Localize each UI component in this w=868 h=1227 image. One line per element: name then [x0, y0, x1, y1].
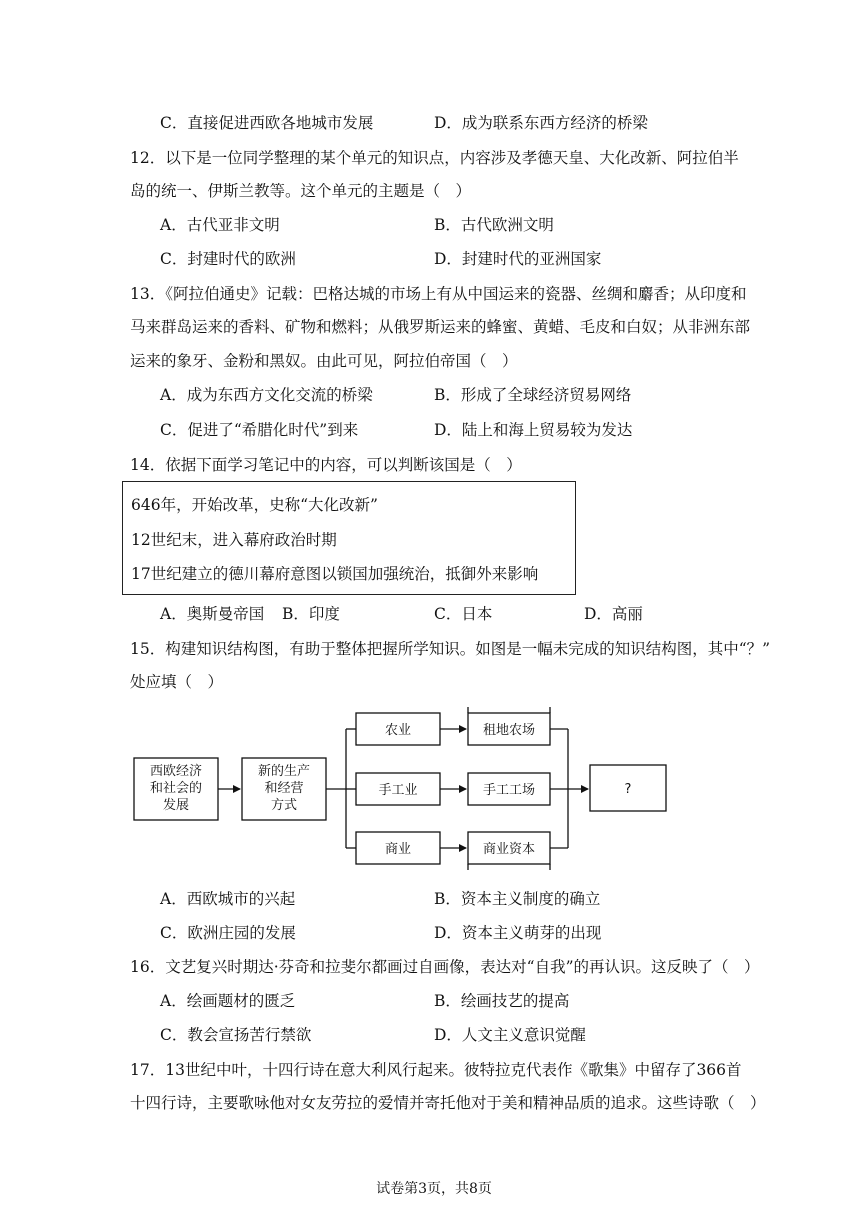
q13-stem-line1: 13．《阿拉伯通史》记载：巴格达城的市场上有从中国运来的瓷器、丝绸和麝香；从印度和 — [130, 285, 747, 303]
q13-option-d: D．陆上和海上贸易较为发达 — [434, 421, 633, 439]
q16-stem: 16．文艺复兴时期达·芬奇和拉斐尔都画过自画像，表达对“自我”的再认识。这反映了（ ） — [130, 958, 760, 976]
q13-option-c: C．促进了“希腊化时代”到来 — [160, 421, 359, 439]
q12-option-a: A．古代亚非文明 — [160, 216, 280, 234]
note-line-2: 12世纪末，进入幕府政治时期 — [131, 531, 337, 549]
q15-option-b: B．资本主义制度的确立 — [434, 890, 601, 908]
box1-line2: 和社会的 — [149, 781, 203, 796]
q13-stem-line3: 运来的象牙、金粉和黑奴。由此可见，阿拉伯帝国（ ） — [130, 352, 518, 370]
q13-stem-line2: 马来群岛运来的香料、矿物和燃料；从俄罗斯运来的蜂蜜、黄蜡、毛皮和白奴；从非洲东部 — [130, 318, 751, 336]
page-footer: 试卷第3页，共8页 — [376, 1181, 492, 1197]
q14-stem: 14．依据下面学习笔记中的内容，可以判断该国是（ ） — [130, 456, 522, 474]
q12-stem-line2: 岛的统一、伊斯兰教等。这个单元的主题是（ ） — [130, 182, 472, 200]
q15-option-d: D．资本主义萌芽的出现 — [434, 924, 602, 942]
label-handicraft: 手工业 — [378, 783, 418, 798]
q16-option-d: D．人文主义意识觉醒 — [434, 1026, 586, 1044]
q17-stem-line1: 17．13世纪中叶，十四行诗在意大利风行起来。彼特拉克代表作《歌集》中留存了366首 — [130, 1061, 742, 1079]
note-line-3: 17世纪建立的德川幕府意图以锁国加强统治，抵御外来影响 — [131, 565, 539, 583]
label-commerce: 商业 — [384, 842, 412, 857]
q11-option-c: C．直接促进西欧各地城市发展 — [160, 114, 374, 132]
q15-option-a: A．西欧城市的兴起 — [160, 890, 296, 908]
label-merchant-capital: 商业资本 — [482, 842, 536, 857]
q14-option-a: A．奥斯曼帝国 — [160, 605, 265, 623]
box2-line3: 方式 — [270, 798, 298, 813]
label-unknown: ? — [624, 782, 632, 797]
q16-option-a: A．绘画题材的匮乏 — [160, 992, 296, 1010]
box1-line3: 发展 — [162, 798, 190, 813]
q14-option-d: D．高丽 — [584, 605, 643, 623]
q12-stem-line1: 12．以下是一位同学整理的某个单元的知识点，内容涉及孝德天皇、大化改新、阿拉伯半 — [130, 149, 739, 167]
q15-stem-line2: 处应填（ ） — [130, 673, 224, 691]
q15-stem-line1: 15．构建知识结构图，有助于整体把握所学知识。如图是一幅未完成的知识结构图，其中“？” — [130, 640, 771, 658]
q13-option-b: B．形成了全球经济贸易网络 — [434, 386, 632, 404]
q12-option-c: C．封建时代的欧洲 — [160, 250, 296, 268]
label-tenant-farm: 租地农场 — [482, 723, 536, 738]
q13-option-a: A．成为东西方文化交流的桥梁 — [160, 386, 373, 404]
q15-option-c: C．欧洲庄园的发展 — [160, 924, 296, 942]
label-workshop: 手工工场 — [482, 783, 536, 798]
box1-line1: 西欧经济 — [149, 764, 203, 779]
q12-option-b: B．古代欧洲文明 — [434, 216, 554, 234]
q11-option-d: D．成为联系东西方经济的桥梁 — [434, 114, 648, 132]
box2-line1: 新的生产 — [257, 764, 311, 779]
q16-option-c: C．教会宣扬苦行禁欲 — [160, 1026, 312, 1044]
label-agriculture: 农业 — [384, 723, 412, 738]
q14-option-c: C．日本 — [434, 605, 493, 623]
q16-option-b: B．绘画技艺的提高 — [434, 992, 570, 1010]
q17-stem-line2: 十四行诗，主要歌咏他对女友劳拉的爱情并寄托他对于美和精神品质的追求。这些诗歌（ ） — [130, 1094, 766, 1112]
q14-option-b: B．印度 — [282, 605, 340, 623]
box2-line2: 和经营 — [264, 781, 304, 796]
q12-option-d: D．封建时代的亚洲国家 — [434, 250, 602, 268]
note-line-1: 646年，开始改革，史称“大化改新” — [131, 496, 378, 514]
